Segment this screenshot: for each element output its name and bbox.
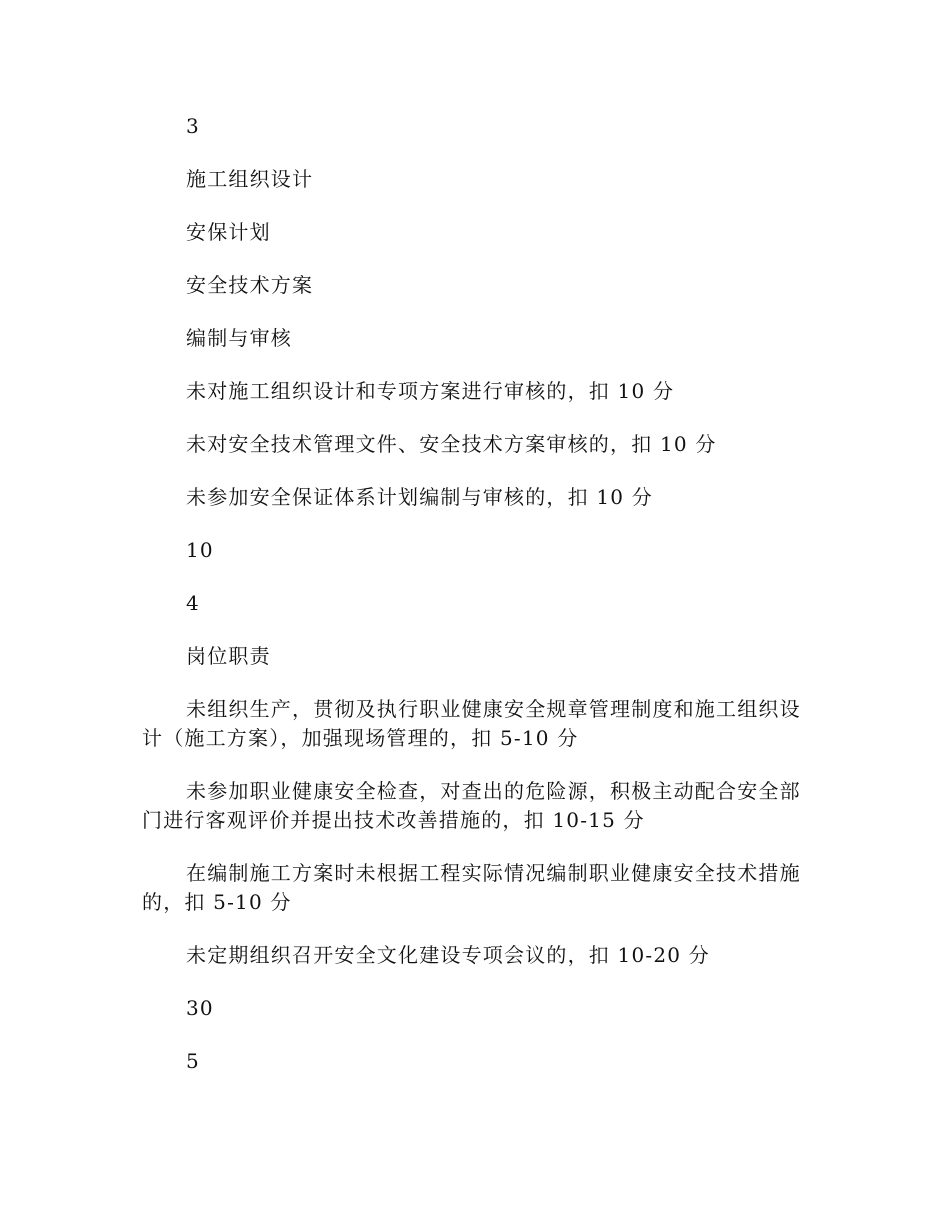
item-number: 5 [186, 1049, 200, 1073]
category-label: 编制与审核 [186, 326, 292, 350]
item-number: 3 [186, 114, 200, 138]
score-value: 10 [186, 538, 214, 562]
category-label: 安全技术方案 [186, 273, 314, 297]
deduction-rule: 未定期组织召开安全文化建设专项会议的，扣 10-20 分 [186, 943, 710, 967]
deduction-rule: 未参加职业健康安全检查，对查出的危险源，积极主动配合安全部门进行客观评价并提出技术改善措施的，扣 10-15 分 [142, 779, 801, 832]
deduction-rule: 未对施工组织设计和专项方案进行审核的，扣 10 分 [186, 379, 675, 403]
score-value: 30 [186, 996, 214, 1020]
category-label: 施工组织设计 [186, 167, 314, 191]
deduction-rule: 未参加安全保证体系计划编制与审核的，扣 10 分 [186, 485, 653, 509]
deduction-rule: 在编制施工方案时未根据工程实际情况编制职业健康安全技术措施的，扣 5-10 分 [142, 861, 801, 914]
category-label: 安保计划 [186, 220, 271, 244]
deduction-rule: 未组织生产，贯彻及执行职业健康安全规章管理制度和施工组织设计（施工方案），加强现场管理的，扣 5-10 分 [142, 697, 801, 750]
item-number: 4 [186, 591, 200, 615]
category-label: 岗位职责 [186, 644, 271, 668]
deduction-rule: 未对安全技术管理文件、安全技术方案审核的，扣 10 分 [186, 432, 717, 456]
document-body [142, 112, 802, 1100]
